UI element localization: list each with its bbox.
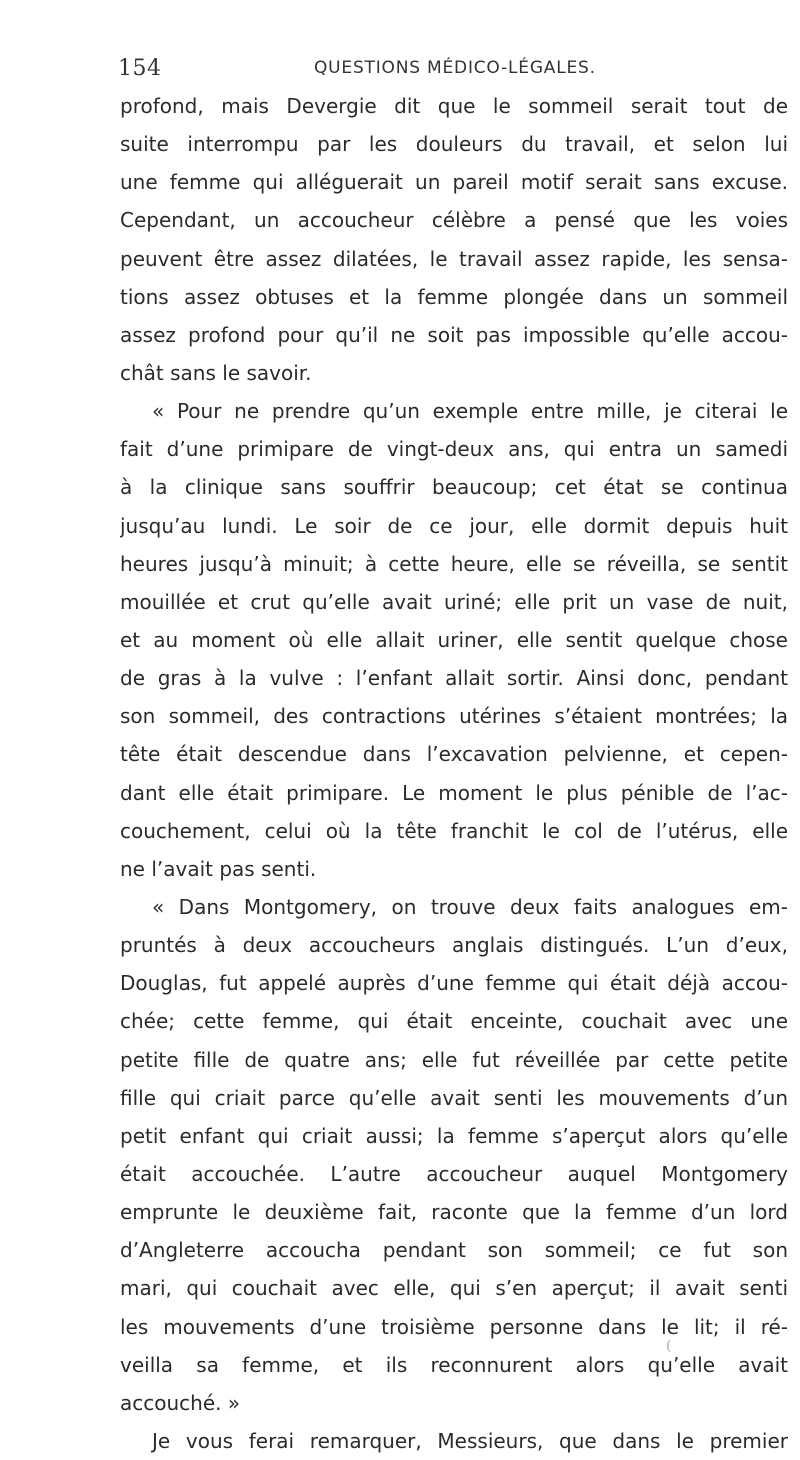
text-line: Je vous ferai remarquer, Messieurs, que dans le premier xyxy=(152,1428,788,1453)
text-line: mouillée et crut qu’elle avait uriné; elle prit un vase de nuit, xyxy=(120,589,788,614)
running-head xyxy=(118,56,798,86)
text-line: pruntés à deux accoucheurs anglais distingués. L’un d’eux, xyxy=(120,933,788,958)
text-line: emprunte le deuxième fait, raconte que la femme d’un lord xyxy=(120,1200,788,1225)
text-line: les mouvements d’une troisième personne dans le lit; il ré- xyxy=(120,1314,788,1339)
page-number: 154 xyxy=(118,56,162,81)
text-line: « Dans Montgomery, on trouve deux faits analogues em- xyxy=(152,894,788,919)
text-line: dant elle était primipare. Le moment le plus pénible de l’ac- xyxy=(120,780,788,805)
text-line: couchement, celui où la tête franchit le col de l’utérus, elle xyxy=(120,818,788,843)
text-line: petite fille de quatre ans; elle fut réveillée par cette petite xyxy=(120,1047,788,1072)
text-line: veilla sa femme, et ils reconnurent alors qu’elle avait xyxy=(120,1352,788,1377)
text-line: mari, qui couchait avec elle, qui s’en aperçut; il avait senti xyxy=(120,1276,788,1301)
text-line: fille qui criait parce qu’elle avait senti les mouvements d’un xyxy=(120,1085,788,1110)
text-line: chée; cette femme, qui était enceinte, couchait avec une xyxy=(120,1009,788,1034)
text-line: fait d’une primipare de vingt-deux ans, qui entra un samedi xyxy=(120,437,788,462)
stray-mark: ( xyxy=(666,1338,672,1354)
text-line: « Pour ne prendre qu’un exemple entre mille, je citerai le xyxy=(152,399,788,424)
text-line: à la clinique sans souffrir beaucoup; cet état se continua xyxy=(120,475,788,500)
text-line: petit enfant qui criait aussi; la femme s’aperçut alors qu’elle xyxy=(120,1123,788,1148)
header-title: QUESTIONS MÉDICO-LÉGALES. xyxy=(314,58,596,78)
text-line: assez profond pour qu’il ne soit pas impossible qu’elle accou- xyxy=(120,322,788,347)
text-line: accouché. » xyxy=(120,1390,241,1415)
text-line: ne l’avait pas senti. xyxy=(120,856,317,881)
text-line: profond, mais Devergie dit que le sommeil serait tout de xyxy=(120,94,788,118)
text-line: tête était descendue dans l’excavation pelvienne, et cepen- xyxy=(120,742,788,767)
text-line: une femme qui alléguerait un pareil motif serait sans excuse. xyxy=(120,170,788,195)
text-line: et au moment où elle allait uriner, elle sentit quelque chose xyxy=(120,627,788,652)
text-line: tions assez obtuses et la femme plongée dans un sommeil xyxy=(120,284,788,309)
text-line: d’Angleterre accoucha pendant son sommeil; ce fut son xyxy=(120,1238,788,1263)
text-line: heures jusqu’à minuit; à cette heure, elle se réveilla, se sentit xyxy=(120,551,788,576)
text-line: Douglas, fut appelé auprès d’une femme qui était déjà accou- xyxy=(120,971,788,996)
text-line: son sommeil, des contractions utérines s’étaient montrées; la xyxy=(120,704,788,729)
text-line: Cependant, un accoucheur célèbre a pensé que les voies xyxy=(120,208,788,233)
text-line: chât sans le savoir. xyxy=(120,360,312,385)
text-line: peuvent être assez dilatées, le travail assez rapide, les sensa- xyxy=(120,246,788,271)
text-line: de gras à la vulve : l’enfant allait sortir. Ainsi donc, pendant xyxy=(120,666,788,691)
text-line: suite interrompu par les douleurs du travail, et selon lui xyxy=(120,132,788,157)
body-text xyxy=(120,87,788,1460)
text-line: jusqu’au lundi. Le soir de ce jour, elle dormit depuis huit xyxy=(120,513,788,538)
text-line: était accouchée. L’autre accoucheur auquel Montgomery xyxy=(120,1161,788,1186)
